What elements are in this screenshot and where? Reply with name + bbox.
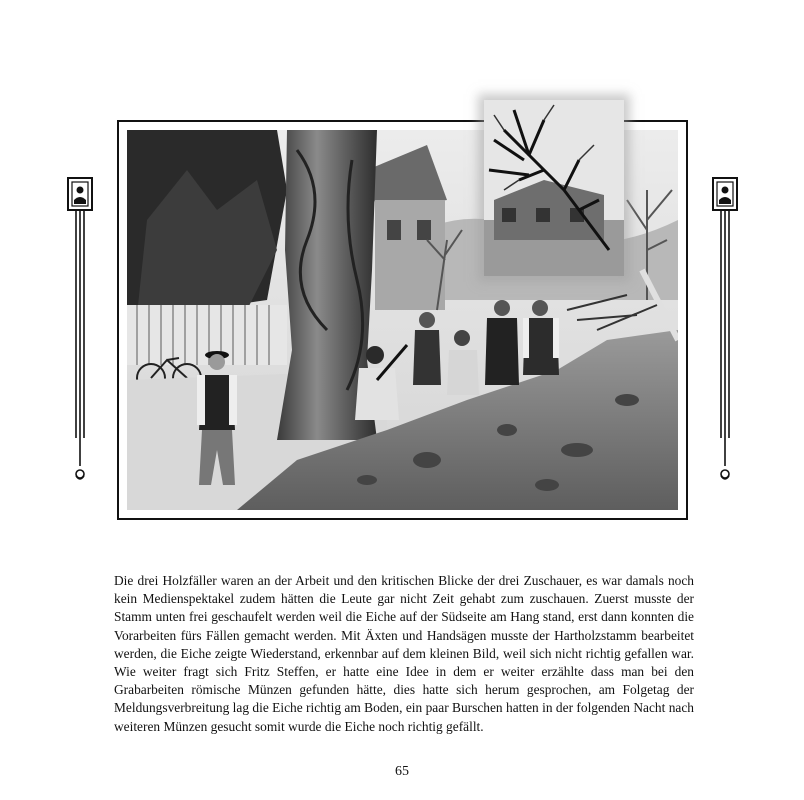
page-number: 65 — [395, 764, 409, 779]
right-ornament — [711, 176, 741, 486]
historical-photo-inset — [484, 100, 624, 276]
caption-text: Die drei Holzfäller waren an der Arbeit und den kritischen Blicke der drei Zuschauer, es war damals noch kein Medienspektakel zudem hätten die Leute gar nicht Zeit gehabt zum zuschauen. Zuerst musste der Stamm unten frei geschaufelt werden weil die Eiche auf der Südseite am Hang stand, erst dann konnten die Vorarbeiten fürs Fällen gemacht werden. Mit Äxten und Handsägen musste der Hartholzstamm bearbeitet werden, die Eiche zeigte Wiederstand, erkennbar auf dem kleinen Bild, weil sich nicht richtig gefallen war. Wie weiter fragt sich Fritz Steffen, er hatte eine Idee in dem er weiter erzählte dass man bei den Grabarbeiten römische Münzen gefunden hätte, dies hatte sich herum gesprochen, am Folgetag der Meldungsverbreitung lag die Eiche richtig am Boden, ein paar Burschen hatten in der folgenden Nacht nach weiteren Münzen gesucht somit wurde die Eiche noch richtig gefällt. — [114, 573, 694, 734]
left-ornament — [66, 176, 96, 486]
